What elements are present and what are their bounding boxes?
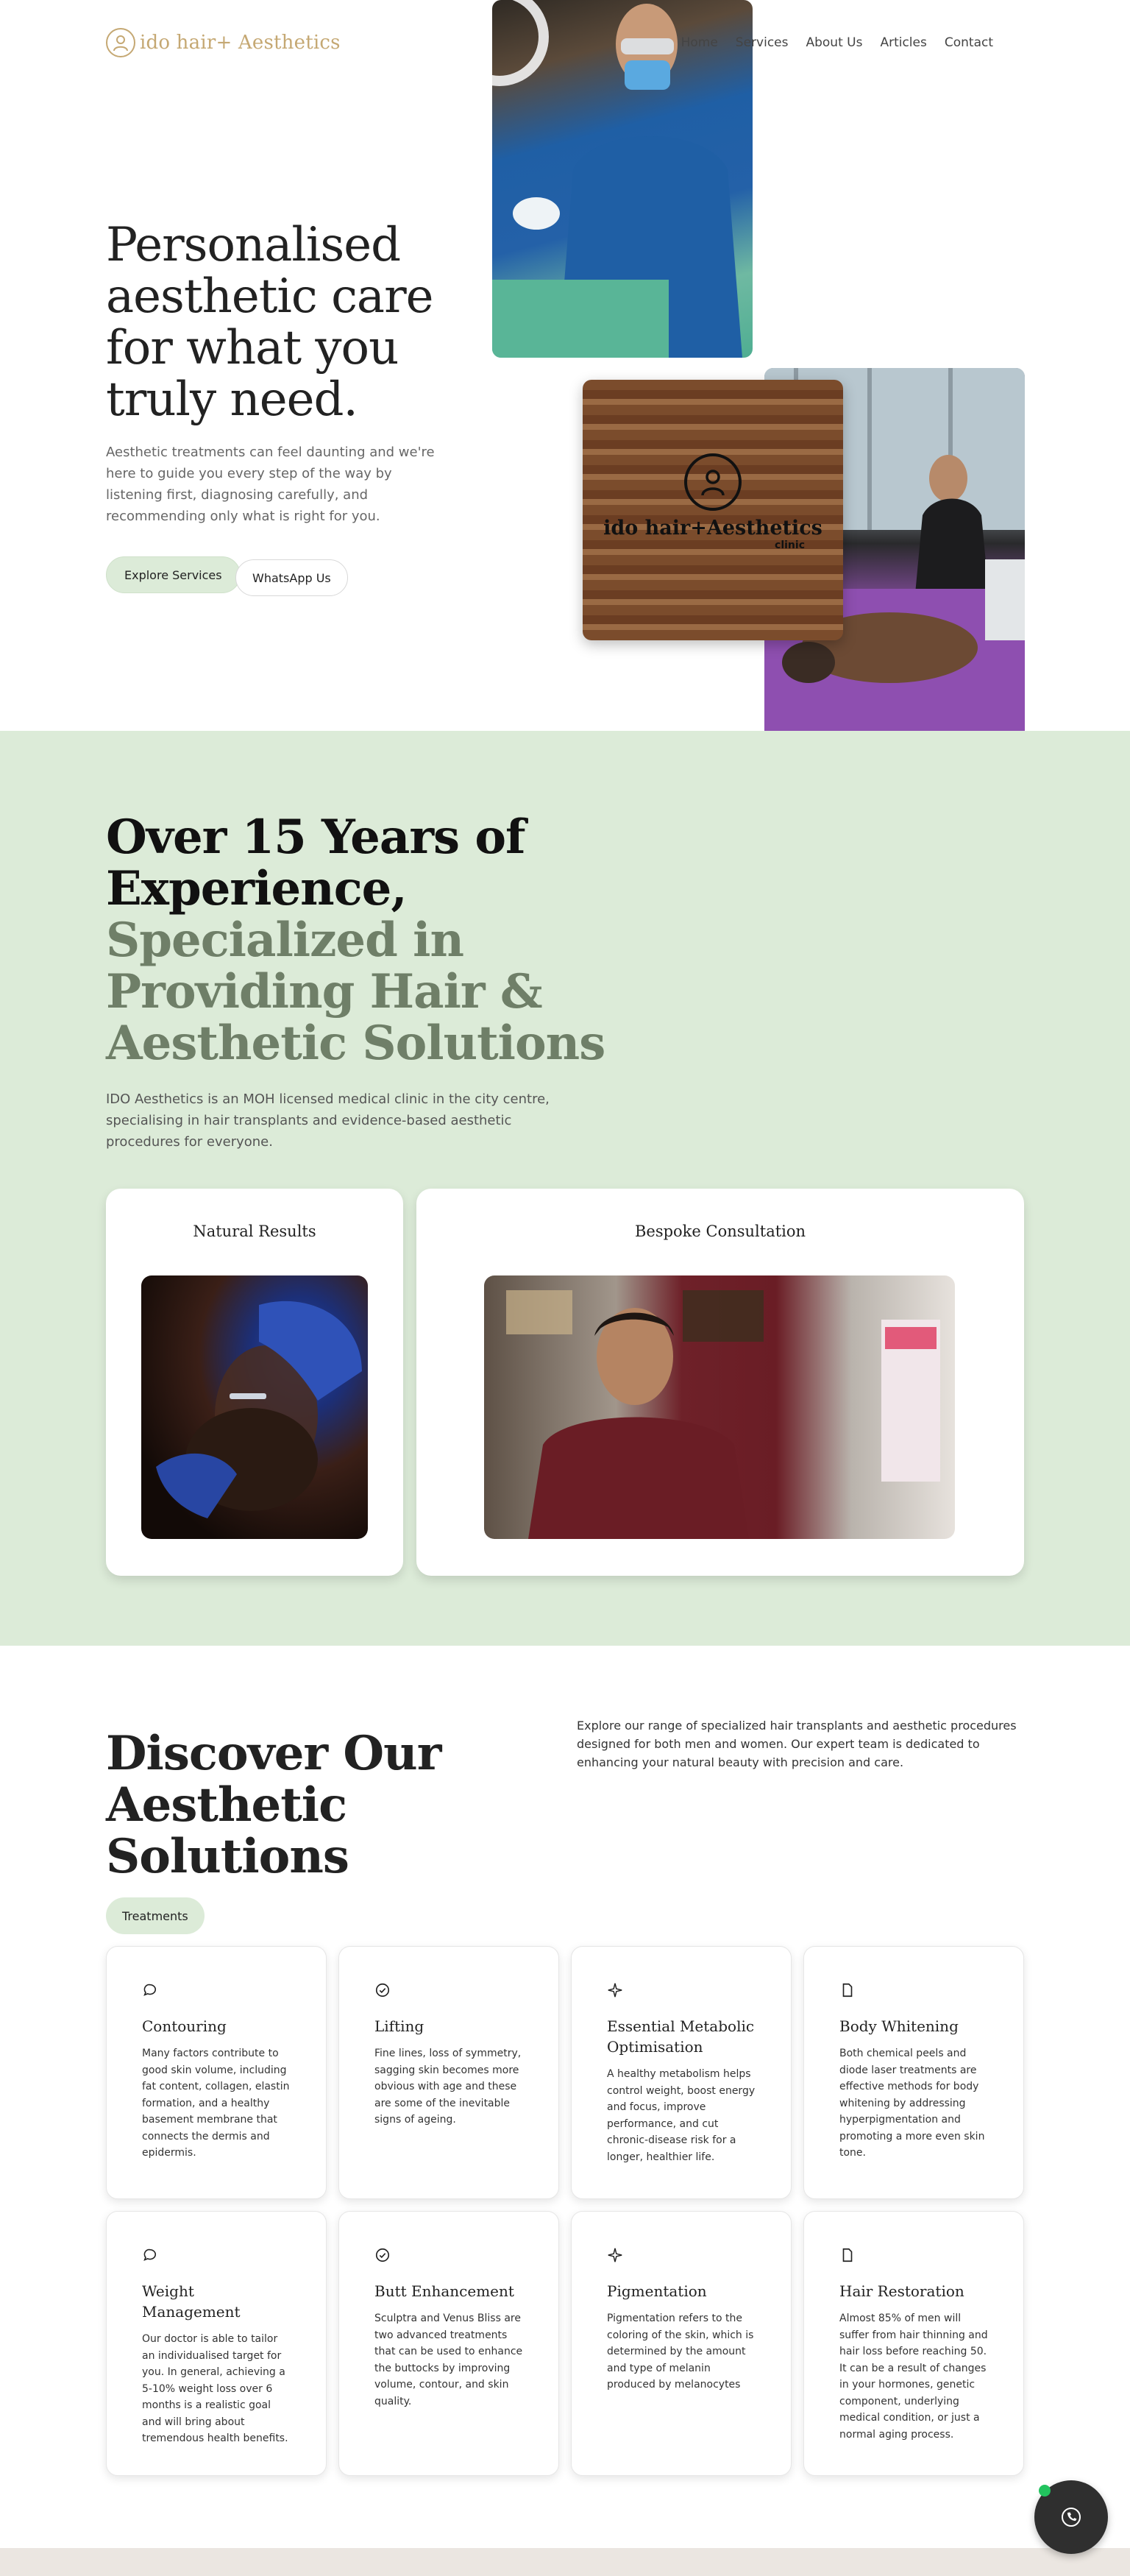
treatment-title: Contouring xyxy=(142,2017,227,2035)
chat-bubble-icon xyxy=(142,2247,160,2265)
card-title: Bespoke Consultation xyxy=(634,1222,806,1240)
experience-title-secondary: Specialized in Providing Hair & Aesthetic Solutions xyxy=(106,913,605,1071)
treatment-card-body-whitening[interactable] xyxy=(803,1946,1024,2199)
treatment-description: Both chemical peels and diode laser treatments are effective methods for body whitening by addressing hyperpigmentation and promoting a more even skin tone. xyxy=(839,2048,985,2159)
treatment-card-weight-management[interactable] xyxy=(106,2211,327,2476)
wall-sign-name: ido hair+Aesthetics xyxy=(603,517,822,539)
whatsapp-icon xyxy=(1059,2505,1084,2530)
person-emblem-icon xyxy=(684,453,742,511)
nav-articles[interactable]: Articles xyxy=(880,35,927,50)
document-icon xyxy=(839,1982,857,2000)
experience-subtitle: IDO Aesthetics is an MOH licensed medical clinic in the city centre, specialising in hair transplants and evidence-based aesthetic procedures for everyone. xyxy=(106,1091,550,1150)
treatment-description: Almost 85% of men will suffer from hair thinning and hair loss before reaching 50. It can be a result of changes in your hormones, genetic component, underlying medical condition, or just a normal aging process. xyxy=(839,2313,988,2441)
treatment-title: Essential Metabolic Optimisation xyxy=(607,2017,755,2056)
logo-emblem-icon xyxy=(106,28,135,57)
treatment-title: Butt Enhancement xyxy=(374,2282,514,2300)
bespoke-consultation-card xyxy=(416,1189,1024,1576)
footer-band xyxy=(0,2548,1130,2576)
document-icon xyxy=(839,2247,857,2265)
solutions-title: Discover Our Aesthetic Solutions xyxy=(106,1726,441,1884)
nav-contact[interactable]: Contact xyxy=(944,35,993,50)
check-circle-icon xyxy=(374,2247,392,2265)
treatment-description: A healthy metabolism helps control weight, boost energy and focus, improve performance, and cut chronic-disease risk for a longer, healthier life. xyxy=(607,2068,756,2163)
treatment-card-butt-enhancement[interactable] xyxy=(338,2211,559,2476)
hero-title: Personalised aesthetic care for what you truly need. xyxy=(106,218,433,427)
nav-about-us[interactable]: About Us xyxy=(806,35,863,50)
solutions-intro: Explore our range of specialized hair transplants and aesthetic procedures designed for both men and women. Our expert team is dedicated to enhancing your natural beauty with precision and care. xyxy=(577,1719,1017,1769)
natural-results-card xyxy=(106,1189,403,1576)
treatment-description: Pigmentation refers to the coloring of the skin, which is determined by the amount and type of melanin produced by melanocytes xyxy=(607,2313,754,2391)
treatment-card-lifting[interactable] xyxy=(338,1946,559,2199)
sparkle-icon xyxy=(607,2247,625,2265)
explore-services-button[interactable]: Explore Services xyxy=(106,556,241,593)
treatment-description: Sculptra and Venus Bliss are two advanced treatments that can be used to enhance the buttocks by improving volume, contour, and skin quality. xyxy=(374,2313,523,2407)
treatment-title: Hair Restoration xyxy=(839,2282,964,2300)
main-menu xyxy=(681,35,993,50)
treatment-description: Our doctor is able to tailor an individualised target for you. In general, achieving a 5-10% weight loss over 6 months is a realistic goal and will bring about tremendous health benefits. xyxy=(142,2333,288,2444)
hero-subtitle: Aesthetic treatments can feel daunting and we're here to guide you every step of the way by listening first, diagnosing carefully, and recommending only what is right for you. xyxy=(106,445,435,524)
experience-title-primary: Over 15 Years of Experience, xyxy=(106,810,525,916)
treatment-card-hair-restoration[interactable] xyxy=(803,2211,1024,2476)
nav-services[interactable]: Services xyxy=(735,35,789,50)
top-navigation xyxy=(0,0,1130,88)
experience-title xyxy=(106,812,621,1069)
treatment-card-contouring[interactable] xyxy=(106,1946,327,2199)
check-circle-icon xyxy=(374,1982,392,2000)
treatment-title: Weight Management xyxy=(142,2282,241,2321)
treatment-card-pigmentation[interactable] xyxy=(571,2211,792,2476)
logo-text: ido hair+ Aesthetics xyxy=(140,32,341,54)
treatment-description: Fine lines, loss of symmetry, sagging skin becomes more obvious with age and these are some of the inevitable signs of ageing. xyxy=(374,2048,522,2126)
treatment-title: Body Whitening xyxy=(839,2017,959,2035)
treatment-title: Lifting xyxy=(374,2017,424,2035)
online-status-dot xyxy=(1039,2485,1051,2497)
nav-home[interactable]: Home xyxy=(681,35,718,50)
treatment-title: Pigmentation xyxy=(607,2282,707,2300)
wall-signage xyxy=(583,453,843,551)
treatment-card-metabolic-optimisation[interactable] xyxy=(571,1946,792,2199)
treatments-tab[interactable]: Treatments xyxy=(106,1897,205,1934)
experience-section xyxy=(0,731,1130,1646)
brand-logo[interactable] xyxy=(106,28,341,57)
wall-sign-sub: clinic xyxy=(775,539,805,551)
treatment-description: Many factors contribute to good skin volume, including fat content, collagen, elastin formation, and a healthy basement membrane that connects the dermis and epidermis. xyxy=(142,2048,290,2159)
sparkle-icon xyxy=(607,1982,625,2000)
doctor-portrait-photo xyxy=(484,1275,955,1539)
clinic-logo-wall-photo xyxy=(583,380,843,640)
card-title: Natural Results xyxy=(193,1222,316,1240)
whatsapp-us-button[interactable]: WhatsApp Us xyxy=(235,559,348,596)
chat-bubble-icon xyxy=(142,1982,160,2000)
natural-results-photo xyxy=(141,1275,368,1539)
